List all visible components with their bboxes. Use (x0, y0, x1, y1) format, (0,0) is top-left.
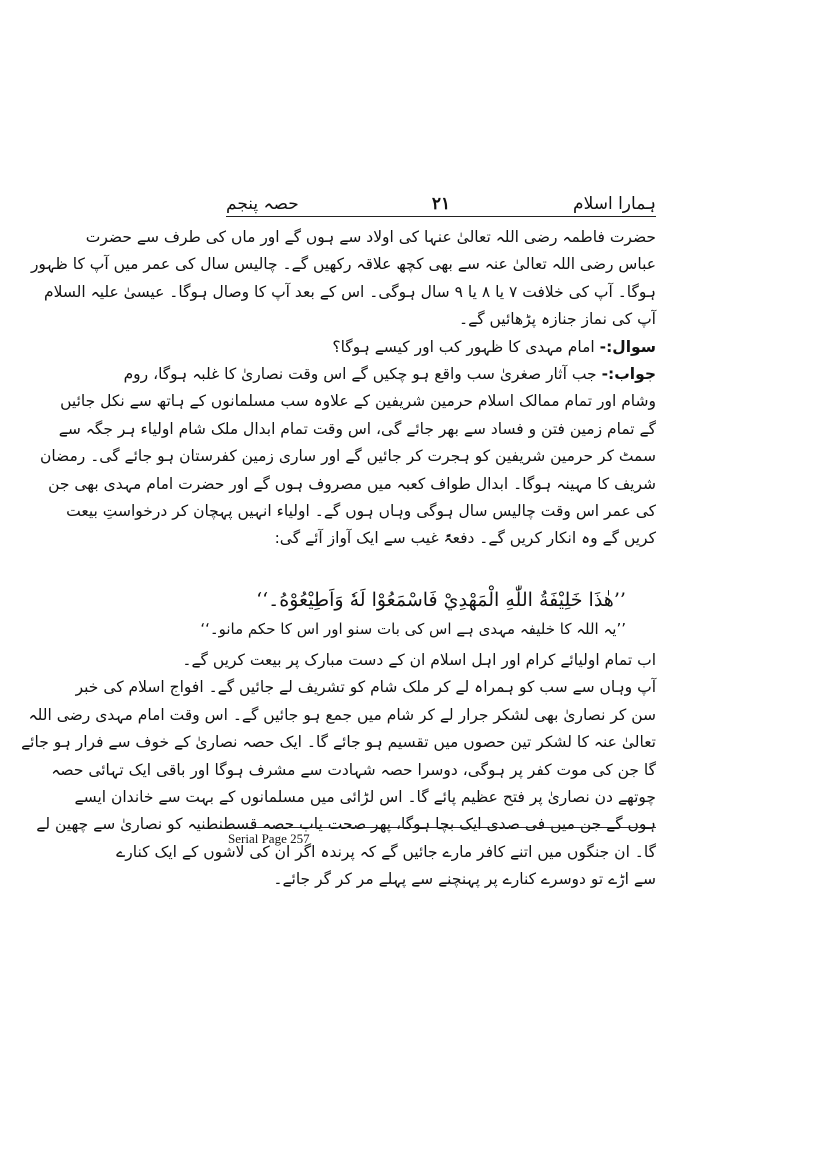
text-line: وشام اور تمام ممالک اسلام حرمین شریفین کے علاوہ سب مسلمانوں کے ہاتھ سے نکل جائیں (60, 392, 656, 411)
text-line: حضرت فاطمہ رضی اللہ تعالیٰ عنہا کی اولاد سے ہوں گے اور ماں کی طرف سے حضرت (85, 228, 656, 246)
text-line: آپ وہاں سے سب کو ہمراہ لے کر ملک شام کو تشریف لے جائیں گے۔ افواج اسلام کی خبر (75, 678, 656, 697)
text-line: سمٹ کر حرمین شریفین کو ہجرت کر جائیں گے اور ساری زمین کفرستان ہو جائے گی۔ رمضان (39, 447, 656, 466)
part-label: حصہ پنجم (226, 194, 299, 214)
text-line: گے تمام زمین فتن و فساد سے بھر جائے گی، اس وقت تمام ابدال ملک شام اولیاء ہر جگہ سے (58, 419, 656, 438)
serial-number: 257 (290, 831, 310, 846)
question-line (226, 334, 656, 361)
text-line: کی عمر اس وقت چالیس سال ہوگی وہاں ہوں گے۔ اولیاء انہیں پہچان کر درخواستِ بیعت (66, 501, 656, 520)
page-number: ۲۱ (431, 194, 451, 214)
answer-line (123, 361, 656, 388)
question-label: سوال:- (599, 337, 656, 356)
text-line: سے اڑے تو دوسرے کنارے پر پہنچنے سے پہلے مر کر گر جائے۔ (273, 870, 656, 889)
book-title: ہمارا اسلام (573, 194, 656, 214)
text-line: آپ کی نماز جنازہ پڑھائیں گے۔ (459, 310, 656, 329)
text-line: عباس رضی اللہ تعالیٰ عنہ سے بھی کچھ علاقہ رکھیں گے۔ چالیس سال کی عمر میں آپ کا ظہور (30, 255, 656, 274)
text-line: کریں گے وہ انکار کریں گے۔ دفعۃً غیب سے ایک آواز آئے گی: (274, 529, 656, 548)
text-line: شریف کا مہینہ ہوگا۔ ابدال طواف کعبہ میں مصروف ہوں گے اور حضرت امام مہدی بھی جن (48, 474, 656, 493)
arabic-quote: ’’هٰذَا خَلِيْفَةُ اللّٰهِ الْمَهْدِيْ فَاسْمَعُوْا لَهٗ وَاَطِيْعُوْهُ۔‘‘ (256, 589, 626, 611)
quote-translation: ’’یہ اللہ کا خلیفہ مہدی ہے اس کی بات سنو اور اس کا حکم مانو۔‘‘ (200, 620, 626, 638)
text-line: چوتھے دن نصاریٰ پر فتح عظیم پائے گا۔ اس لڑائی میں مسلمانوں کے بہت سے خاندان ایسے (74, 787, 656, 806)
answer-label: جواب:- (601, 364, 656, 383)
text-line: گا۔ ان جنگوں میں اتنے کافر مارے جائیں گے کہ پرندہ اگر ان کی لاشوں کے ایک کنارے (116, 842, 656, 861)
text-line: ہوں گے جن میں فی صدی ایک بچا ہوگا، پھر صحت یاب حصہ قسطنطنیہ کو نصاریٰ سے چھین لے (36, 815, 656, 834)
text-line: تعالیٰ عنہ کا لشکر تین حصوں میں تقسیم ہو جائے گا۔ ایک حصہ نصاریٰ کے خوف سے فرار ہو جائے (21, 733, 656, 752)
question-text: امام مہدی کا ظہور کب اور کیسے ہوگا؟ (332, 337, 595, 356)
main-text-continued (21, 647, 656, 894)
footer-rule (226, 827, 656, 828)
serial-page-footer (228, 831, 310, 847)
text-line: ہوگا۔ آپ کی خلافت ۷ یا ۸ یا ۹ سال ہوگی۔ اس کے بعد آپ کا وصال ہوگا۔ عیسیٰ علیہ السلام (43, 282, 656, 301)
text-line: گا جن کی موت کفر پر ہوگی، دوسرا حصہ شہادت سے مشرف ہوگا اور باقی ایک تہائی حصہ (51, 760, 656, 779)
text-line: اب تمام اولیائے کرام اور اہل اسلام ان کے دست مبارک پر بیعت کریں گے۔ (182, 651, 656, 669)
serial-label: Serial Page (228, 831, 287, 846)
answer-text: جب آثار صغریٰ سب واقع ہو چکیں گے اس وقت نصاریٰ کا غلبہ ہوگا، روم (123, 364, 597, 383)
main-text (30, 224, 656, 553)
header-rule (226, 216, 656, 217)
text-line: سن کر نصاریٰ بھی لشکر جرار لے کر شام میں جمع ہو جائیں گے۔ اس وقت امام مہدی رضی اللہ (28, 705, 656, 724)
